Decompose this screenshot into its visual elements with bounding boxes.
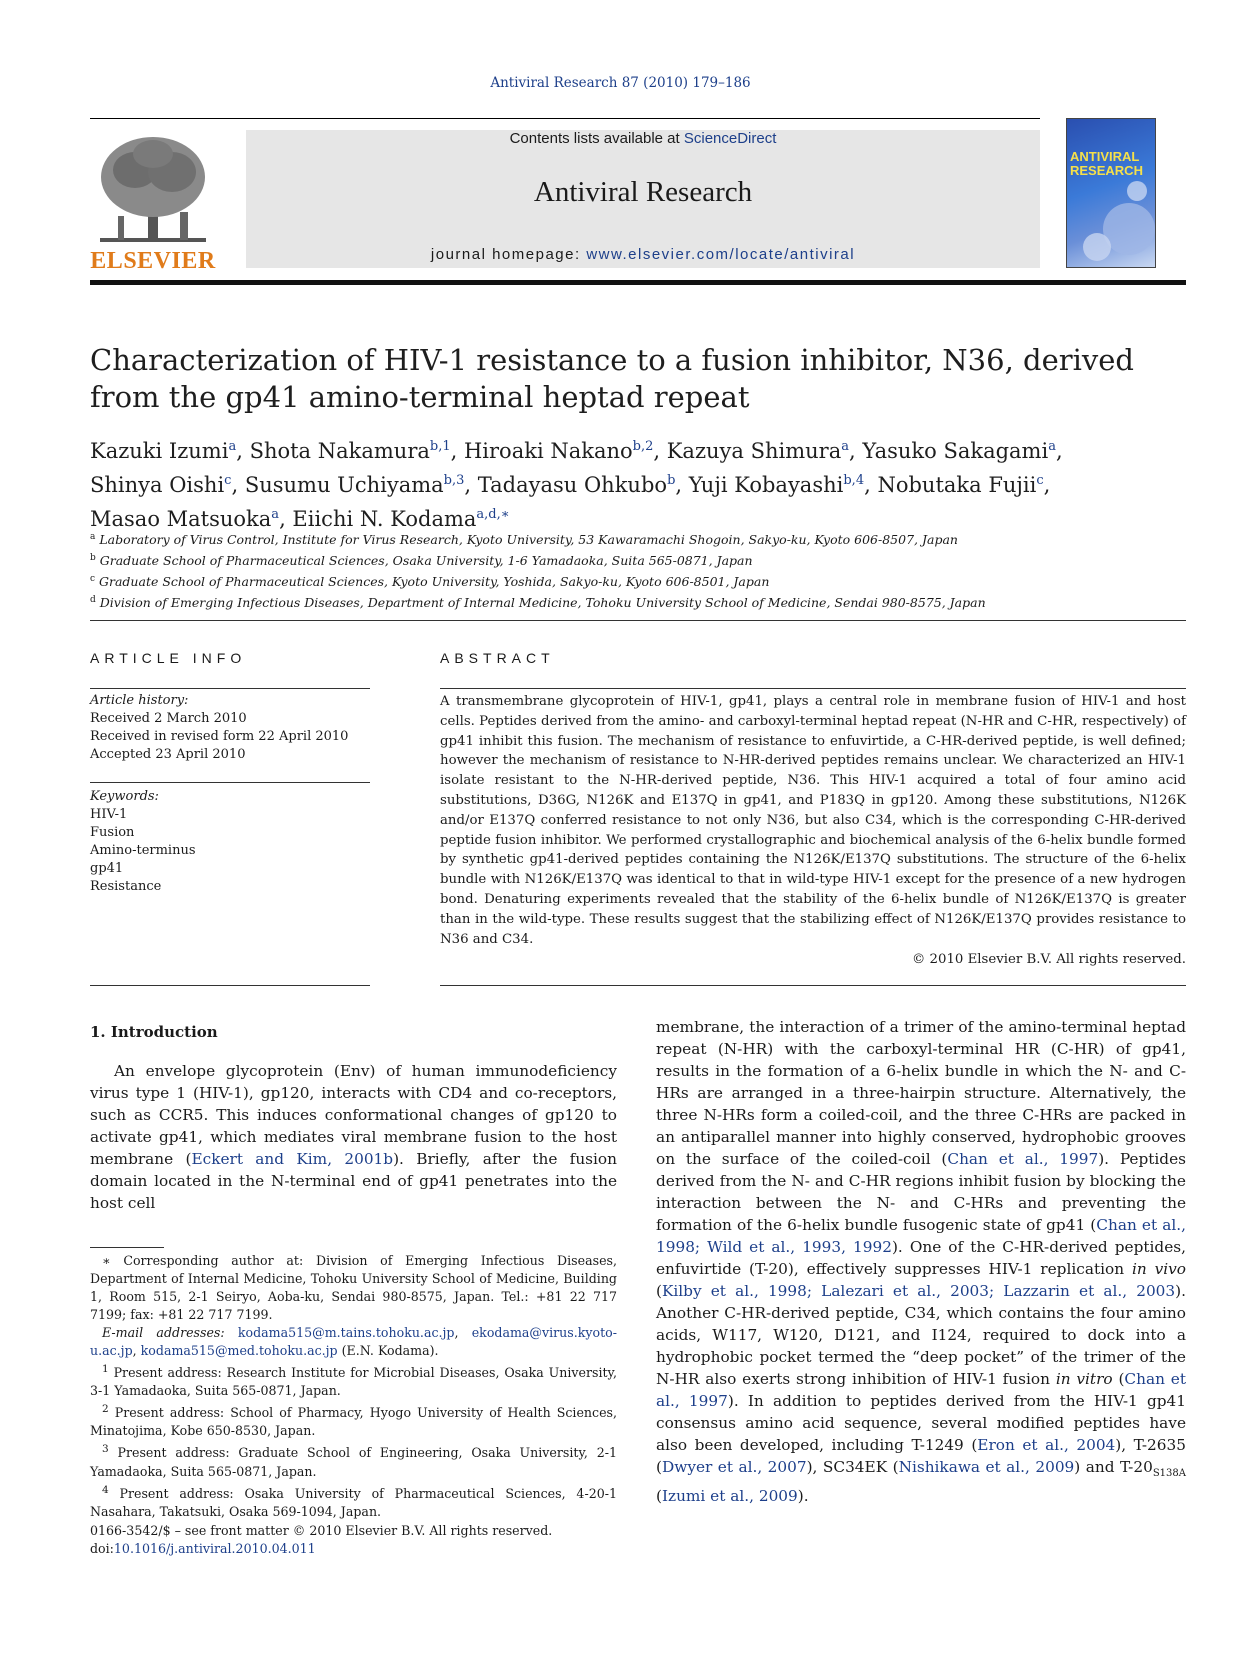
author-separator: , [1055,439,1063,463]
body-text: ), T-2635 ( [656,1436,1186,1476]
reference-link[interactable]: Chan et al., 1997 [656,1370,1186,1410]
affiliation [90,549,1190,570]
cover-title: ANTIVIRAL RESEARCH [1070,149,1143,178]
body-text: ). In addition to peptides derived from the HIV-1 gp41 consensus amino acid sequence, several modified peptides have also been developed, including T-1249 ( [656,1392,1186,1454]
author-separator: , [1043,473,1051,497]
doi-line [90,1540,617,1558]
footnote-number: 4 [102,1483,109,1496]
author-affiliation-marker[interactable]: c [1036,473,1044,488]
keyword: Amino-terminus [90,843,196,858]
homepage-prefix: journal homepage: [430,246,587,263]
keyword: HIV-1 [90,807,128,822]
introduction-right-column [656,1016,1186,1507]
body-text: ( [656,1487,662,1506]
author-separator: , [231,473,245,497]
present-address-note [90,1440,617,1480]
author-list [90,432,1190,534]
keyword: gp41 [90,861,124,876]
reference-link[interactable]: Izumi et al., 2009 [661,1487,798,1506]
affiliation-text: Graduate School of Pharmaceutical Sciences, Kyoto University, Yoshida, Sakyo-ku, Kyoto 606-8501, Japan [95,574,770,590]
affiliation-text: Division of Emerging Infectious Diseases, Department of Internal Medicine, Tohoku University School of Medicine, Sendai 980-8575, Japan [95,595,986,611]
email-addresses: E-mail addresses: kodama515@m.tains.tohoku.ac.jp, ekodama@virus.kyoto-u.ac.jp, kodama515@med.tohoku.ac.jp (E.N. Kodama). [90,1325,617,1358]
article-info-bottom-rule [90,985,370,986]
reference-link[interactable]: Dwyer et al., 2007 [661,1458,807,1476]
author-name: Eiichi N. Kodama [292,507,477,531]
article-title: Characterization of HIV-1 resistance to a fusion inhibitor, N36, derived from the gp41 amino-terminal heptad repeat [90,343,1134,414]
elsevier-wordmark-text: ELSEVIER [90,248,216,274]
history-received: Received 2 March 2010 [90,711,247,726]
keywords-label: Keywords: [90,789,159,804]
email-link[interactable]: kodama515@med.tohoku.ac.jp [140,1343,338,1358]
author-affiliation-marker[interactable]: a [1048,439,1056,454]
affiliation-text: Graduate School of Pharmaceutical Sciences, Osaka University, 1-6 Yamadaoka, Suita 565-0871, Japan [95,553,753,569]
affiliation-text: Laboratory of Virus Control, Institute for Virus Research, Kyoto University, 53 Kawaramachi Shogoin, Sakyo-ku, Kyoto 606-8507, Japan [95,532,958,548]
affiliation-key: d [90,595,96,606]
body-text: ). Briefly, after the fusion domain located in the N-terminal end of gp41 penetrates into the host cell [90,1150,617,1212]
present-address-notes [90,1360,617,1521]
abstract-text: A transmembrane glycoprotein of HIV-1, gp41, plays a central role in membrane fusion of HIV-1 and host cells. Peptides derived from the amino- and carboxyl-terminal heptad repeat (N-HR and C-HR, respectively) of gp41 inhibit this fusion. The mechanism of resistance to enfuvirtide, a C-HR-derived peptide, is well defined; however the mechanism of resistance to N-HR-derived peptides remains unclear. We characterized an HIV-1 isolate resistant to the N-HR-derived peptide, N36. This HIV-1 acquired a total of four amino acid substitutions, D36G, N126K and E137Q in gp41, and P183Q in gp120. Among these substitutions, N126K and/or E137Q conferred resistance to not only N36, but also C34, which is the corresponding C-HR-derived peptide fusion inhibitor. We performed crystallographic and biochemical analysis of the 6-helix bundle formed by synthetic gp41-derived peptides containing the N126K/E137Q substitutions. The structure of the 6-helix bundle with N126K/E137Q was identical to that in wild-type HIV-1 except for the presence of a new hydrogen bond. Denaturing experiments revealed that the stability of the 6-helix bundle of N126K/E137Q is greater than in the wild-type. These results suggest that the stabilizing effect of N126K/E137Q provides resistance to N36 and C34. [440,694,1186,947]
reference-link[interactable]: Eron et al., 2004 [977,1436,1116,1454]
doi-link[interactable]: 10.1016/j.antiviral.2010.04.011 [113,1541,316,1556]
body-text: ). [797,1487,809,1506]
reference-link[interactable]: Nishikawa et al., 2009 [898,1458,1075,1476]
article-history [90,692,380,764]
present-address-note [90,1360,617,1400]
author-affiliation-marker[interactable]: c [224,473,232,488]
journal-homepage [246,246,1040,263]
author-affiliation-marker[interactable]: b,2 [632,439,654,454]
corresponding-author-note: ∗ Corresponding author at: Division of Emerging Infectious Diseases, Department of Internal Medicine, Tohoku University School of Medicine, Building 1, Room 515, 2-1 Seiryo, Aoba-ku, Sendai 980-8575, Japan. Tel.: +81 22 717 7199; fax: +81 22 717 7199. [90,1253,617,1322]
sciencedirect-link[interactable]: ScienceDirect [683,130,777,147]
author-separator: , [464,473,478,497]
body-text: membrane, the interaction of a trimer of the amino-terminal heptad repeat (N-HR) with the carboxyl-terminal HR (C-HR) of gp41, results in the formation of a 6-helix bundle in which the N- and C-HRs are arranged in a three-hairpin structure. Alternatively, the three N-HRs form a coiled-coil, and the three C-HRs are packed in an antiparallel manner into highly conserved, hydrophobic grooves on the surface of the coiled-coil ( [656,1018,1186,1168]
footnote-text: Present address: Graduate School of Engineering, Osaka University, 2-1 Yamadaoka, Suita 565-0871, Japan. [90,1445,617,1479]
citation-link[interactable]: Antiviral Research 87 (2010) 179–186 [490,75,751,91]
journal-citation[interactable] [0,75,1241,91]
author-affiliation-marker[interactable]: b,4 [843,473,865,488]
author-name: Kazuya Shimura [666,439,842,463]
issn-line: 0166-3542/$ – see front matter © 2010 Elsevier B.V. All rights reserved. [90,1523,553,1538]
author-name: Shinya Oishi [90,473,225,497]
affiliation-key: b [90,553,96,564]
keyword: Fusion [90,825,135,840]
author-name: Masao Matsuoka [90,507,272,531]
subscript-text: S138A [1152,1468,1186,1480]
author-separator: , [848,439,863,463]
body-text: An envelope glycoprotein (Env) of human immunodeficiency virus type 1 (HIV-1), gp120, interacts with CD4 and co-receptors, such as CCR5. This induces conformational changes of gp120 to activate gp41, which mediates viral membrane fusion to the host membrane ( [90,1062,617,1168]
author-name: Shota Nakamura [249,439,430,463]
history-accepted: Accepted 23 April 2010 [90,747,246,762]
author-name: Nobutaka Fujii [877,473,1037,497]
footnote-text: Present address: Research Institute for Microbial Diseases, Osaka University, 3-1 Yamadaoka, Suita 565-0871, Japan. [90,1365,617,1399]
body-text: ) and T-20 [1074,1458,1153,1476]
abstract-bottom-rule [440,985,1186,986]
body-text: ( [1112,1370,1125,1388]
author-affiliation-marker[interactable]: b,1 [429,439,451,454]
author-separator: , [279,507,293,531]
author-separator: , [675,473,689,497]
body-text: ), SC34EK ( [806,1458,899,1476]
contents-line [246,130,1040,147]
masthead-thick-rule [90,280,1186,285]
footnotes [90,1252,617,1521]
author-name: Hiroaki Nakano [463,439,633,463]
body-text: ). Peptides derived from the N- and C-HR regions inhibit fusion by blocking the interaction between the N- and C-HRs and preventing the formation of the 6-helix bundle fusogenic state of gp41 ( [656,1150,1187,1234]
author-affiliation-marker[interactable]: a [228,439,237,454]
present-address-note [90,1481,617,1521]
abstract-heading: ABSTRACT [440,650,555,666]
author-separator: , [236,439,250,463]
body-text: ( [656,1282,662,1300]
introduction-left-column [90,1060,617,1214]
introduction-heading: 1. Introduction [90,1023,218,1041]
author-affiliation-marker[interactable]: a,d,∗ [476,507,510,522]
affiliation [90,591,1190,612]
author-name: Yuji Kobayashi [688,473,844,497]
footnote-number: 3 [102,1443,109,1456]
history-revised: Received in revised form 22 April 2010 [90,729,349,744]
author-separator: , [653,439,667,463]
homepage-link[interactable]: www.elsevier.com/locate/antiviral [586,246,856,263]
reference-link[interactable]: Kilby et al., 1998; Lalezari et al., 2003; Lazzarin et al., 2003 [661,1282,1176,1300]
elsevier-wordmark [90,248,216,275]
body-text: ). Another C-HR-derived peptide, C34, which contains the four amino acids, W117, W120, D121, and I124, required to dock into a hydrophobic pocket termed the “deep pocket” of the trimer of the N-HR also exerts strong inhibition of HIV-1 fusion [656,1282,1186,1388]
italic-text: in vitro [1055,1370,1113,1388]
author-affiliation-marker[interactable]: b,3 [443,473,465,488]
author-affiliation-marker[interactable]: b [667,473,676,488]
article-info-heading: ARTICLE INFO [90,650,247,666]
author-name: Tadayasu Ohkubo [477,473,668,497]
affiliation-key: c [90,574,96,585]
author-separator: , [450,439,464,463]
article-info-rule [90,688,370,689]
email-suffix: (E.N. Kodama). [337,1343,439,1358]
front-matter [90,1522,617,1558]
affiliation-key: a [90,532,96,542]
section-rule [90,620,1186,621]
header-rule [90,118,1040,119]
author-name: Kazuki Izumi [90,439,229,463]
author-affiliation-marker[interactable]: a [271,507,280,522]
present-address-note [90,1400,617,1440]
reference-link[interactable]: Eckert and Kim, 2001b [191,1150,394,1168]
italic-text: in vivo [1131,1260,1186,1278]
affiliations [90,528,1190,613]
footnote-text: Present address: School of Pharmacy, Hyogo University of Health Sciences, Minatojima, Kobe 650-8530, Japan. [90,1405,617,1439]
journal-name: Antiviral Research [533,176,753,208]
author-name: Yasuko Sakagami [862,439,1049,463]
affiliation [90,570,1190,591]
author-name: Susumu Uchiyama [244,473,444,497]
doi-prefix: doi: [90,1541,114,1556]
email-link[interactable]: ekodama@virus.kyoto-u.ac.jp [90,1325,617,1358]
history-label: Article history: [90,693,189,708]
reference-link[interactable]: Chan et al., 1998; Wild et al., 1993, 1992 [656,1216,1186,1256]
journal-cover-image [1066,118,1156,268]
body-text: ). One of the C-HR-derived peptides, enfuvirtide (T-20), effectively suppresses HIV-1 replication [656,1238,1186,1278]
footnote-number: 2 [102,1403,109,1416]
abstract-rule [440,688,1186,689]
author-affiliation-marker[interactable]: a [841,439,849,454]
keywords [90,788,380,896]
affiliation [90,528,1190,549]
abstract-copyright: © 2010 Elsevier B.V. All rights reserved. [912,952,1186,967]
email-label: E-mail addresses: [102,1325,225,1340]
footnote-number: 1 [102,1363,109,1375]
reference-link[interactable]: Chan et al., 1997 [947,1150,1099,1168]
keyword: Resistance [90,879,162,894]
email-link[interactable]: kodama515@m.tains.tohoku.ac.jp [237,1325,455,1340]
keywords-rule [90,782,370,783]
contents-prefix: Contents lists available at [509,130,684,147]
footnote-text: Present address: Osaka University of Pharmaceutical Sciences, 4-20-1 Nasahara, Takatsuki, Osaka 569-1094, Japan. [90,1485,617,1519]
author-separator: , [864,473,878,497]
footnote-rule [90,1247,164,1248]
